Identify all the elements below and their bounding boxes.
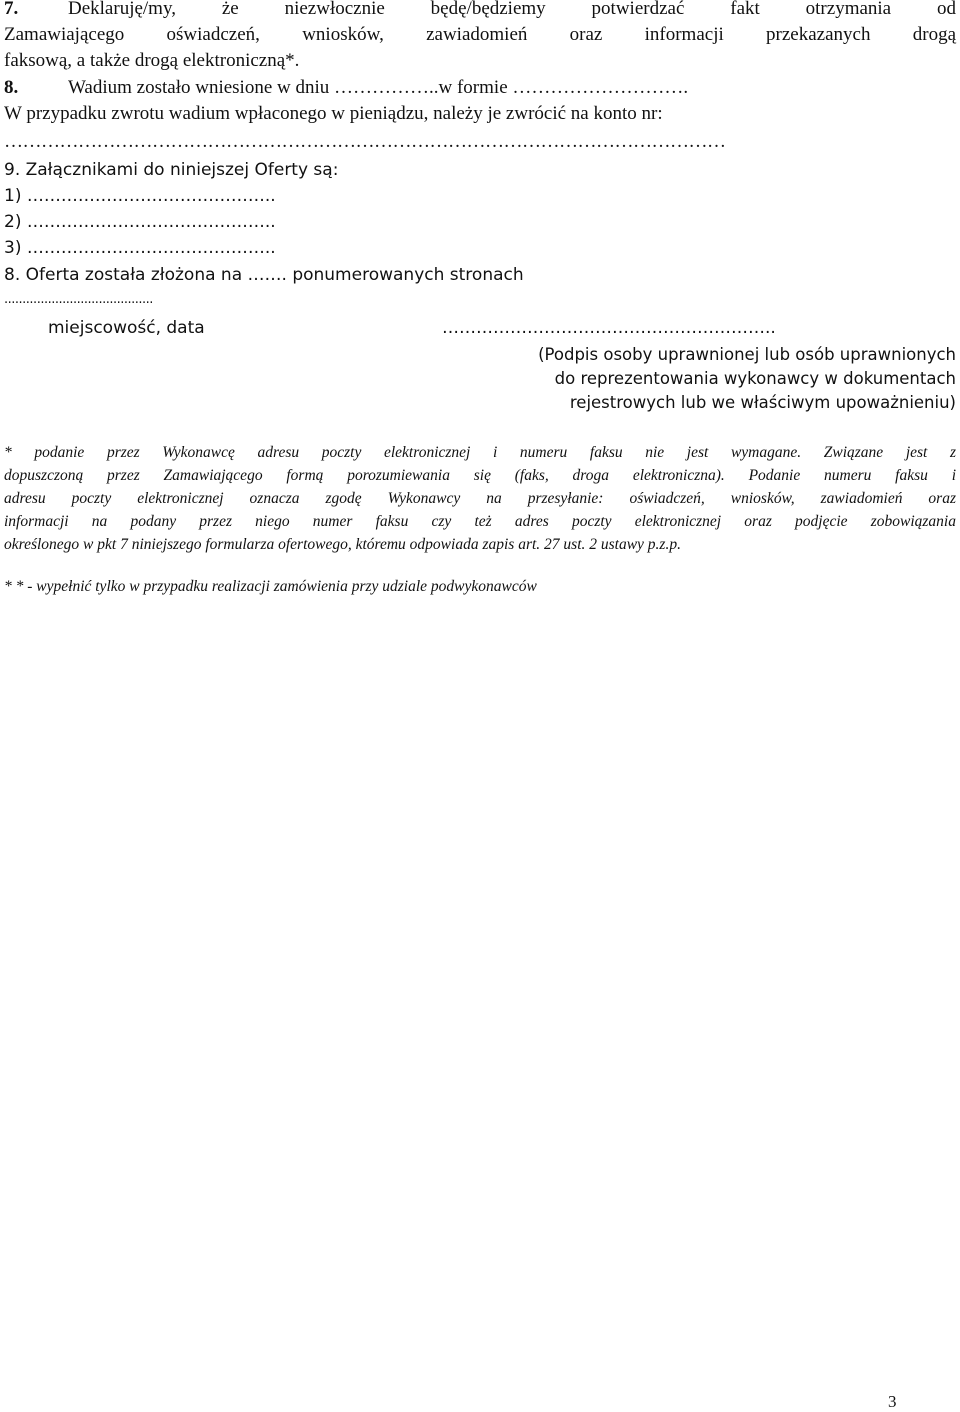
attachment-item-3: 3) ……………………………………..	[4, 238, 276, 258]
footnote-line-3: adresu poczty elektronicznej oznacza zgodę Wykonawcy na przesyłanie: oświadczeń, wniosków, zawiadomień oraz	[4, 490, 956, 507]
refund-line: W przypadku zwrotu wadium wpłaconego w pieniądzu, należy je zwrócić na konto nr:	[4, 103, 663, 124]
signature-caption	[538, 343, 956, 415]
item8-text: Wadium zostało wniesione w dniu ……………..w formie ……………………….	[68, 77, 689, 98]
item7-number: 7.	[4, 0, 19, 19]
page-number: 3	[888, 1392, 897, 1411]
signature-line-2: do reprezentowania wykonawcy w dokumentach	[554, 369, 956, 388]
attachments-heading: 9. Załącznikami do niniejszej Oferty są:	[4, 160, 339, 180]
item7-text-line1: Deklaruję/my, że niezwłocznie będę/będziemy potwierdzać fakt otrzymania od	[68, 0, 956, 19]
footnote-line-5: określonego w pkt 7 niniejszego formularza ofertowego, któremu odpowiada zapis art. 27 ust. 2 ustawy p.z.p.	[4, 536, 681, 553]
footnote-line-4: informacji na podany przez niego numer faksu czy też adres poczty elektronicznej oraz podjęcie zobowiązania	[4, 513, 956, 530]
footnote-line-1: * podanie przez Wykonawcę adresu poczty elektronicznej i numeru faksu nie jest wymagane. Związane jest z	[4, 444, 956, 461]
attachment-item-1: 1) ……………………………………..	[4, 186, 276, 206]
footnote-double-star-text: * * - wypełnić tylko w przypadku realizacji zamówienia przy udziale podwykonawców	[4, 578, 537, 595]
footnote-star	[4, 441, 956, 556]
item8-number: 8.	[4, 77, 19, 98]
item7-line2: Zamawiającego oświadczeń, wniosków, zawiadomień oraz informacji przekazanych drogą	[4, 24, 956, 45]
account-dots: ………………………………………………………………………………………………………	[4, 131, 726, 152]
item7-line1	[4, 0, 956, 22]
signature-line-1: (Podpis osoby uprawnionej lub osób uprawnionych	[538, 345, 956, 364]
pages-line: 8. Oferta została złożona na ……. ponumerowanych stronach	[4, 265, 524, 285]
item7-line3: faksową, a także drogą elektroniczną*.	[4, 50, 300, 71]
footnote-double-star	[4, 575, 956, 598]
place-dots: .........................................	[4, 292, 153, 307]
signature-dots: …………………………………………………..	[442, 318, 776, 338]
signature-line-3: rejestrowych lub we właściwym upoważnieniu)	[569, 393, 956, 412]
attachment-item-2: 2) ……………………………………..	[4, 212, 276, 232]
footnote-line-2: dopuszczoną przez Zamawiającego formą porozumiewania się (faks, droga elektroniczna). Podanie numeru faksu i	[4, 467, 956, 484]
place-date-label: miejscowość, data	[48, 318, 205, 338]
item8-line	[4, 75, 688, 101]
